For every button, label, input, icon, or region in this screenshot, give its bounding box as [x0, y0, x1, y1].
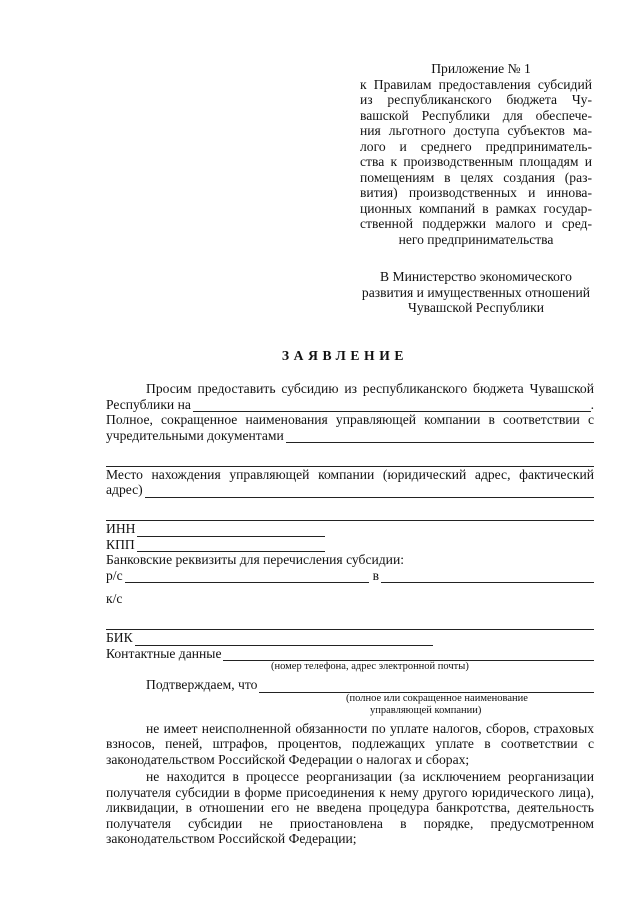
confirm-caption-1: (полное или сокращенное наименование	[346, 692, 528, 704]
appendix-line: из республиканского бюджета Чу-	[360, 92, 592, 107]
company-name-label: Полное, сокращенное наименования управляющей компании в соответствии с	[106, 412, 594, 427]
appendix-line: него предпринимательства	[398, 231, 554, 247]
contacts-field[interactable]	[223, 648, 594, 661]
bik-row	[106, 630, 594, 646]
location-field-2[interactable]	[106, 508, 594, 521]
bank-name-field[interactable]	[381, 570, 594, 583]
location-label: Место нахождения управляющей компании (юридический адрес, фактический	[106, 466, 594, 482]
company-name-extra-row	[106, 451, 594, 467]
appendix-line: ния льготного доступа субъектов ма-	[360, 123, 592, 138]
bank-details-row	[106, 552, 594, 568]
addressee-line: В Министерство экономического	[380, 269, 572, 284]
company-name-line	[106, 412, 594, 428]
addressee-block	[352, 269, 600, 316]
contacts-label: Контактные данные	[106, 645, 222, 661]
company-name-field-2[interactable]	[106, 454, 594, 467]
account-field[interactable]	[125, 570, 369, 583]
corr-account-extra-row	[106, 615, 594, 631]
appendix-line: помещениям в целях создания (раз-	[360, 169, 592, 185]
location-label-cont: адрес)	[106, 482, 143, 497]
corr-account-row	[106, 591, 594, 607]
location-field[interactable]	[145, 485, 594, 498]
inn-row	[106, 521, 594, 537]
account-row	[106, 568, 594, 584]
kpp-label: КПП	[106, 536, 135, 552]
appendix-line: ства к производственным площадям и	[360, 154, 592, 169]
confirm-row	[106, 677, 594, 693]
inn-field[interactable]	[137, 524, 325, 537]
company-name-field[interactable]	[286, 430, 594, 443]
appendix-line: вития) производственных и иннова-	[360, 185, 592, 200]
corr-account-label: к/с	[106, 591, 123, 606]
bik-label: БИК	[106, 630, 133, 645]
location-extra-row	[106, 506, 594, 522]
bank-in-label: в	[372, 567, 380, 583]
bank-details-label: Банковские реквизиты для перечисления субсидии:	[106, 552, 405, 567]
paragraph-no-tax-debt: не имеет неисполненной обязанности по уплате налогов, сборов, страховых взносов, пеней, штрафов, процентов, подлежащих уплате в соответствии с законодательством Российской Федерации о налогах и сборах;	[106, 720, 594, 767]
paragraph-no-reorganization: не находится в процессе реорганизации (за исключением реорганизации получателя субсидии в форме присоединения к нему другого юридического лица), ликвидации, в отношении его не введена процедура банкротства, деятельность получателя субсидии не приостановлена в порядке, предусмотренном законодательством Российской Федерации;	[106, 769, 594, 846]
bik-field[interactable]	[135, 633, 433, 646]
confirm-label: Подтверждаем, что	[146, 677, 258, 692]
request-purpose-label: Республики на	[106, 396, 191, 412]
contacts-caption: (номер телефона, адрес электронной почты)	[271, 661, 469, 672]
account-label: р/с	[106, 567, 123, 583]
corr-account-field[interactable]	[106, 617, 594, 630]
confirm-caption-2: управляющей компании)	[370, 704, 482, 716]
request-purpose-row	[106, 397, 594, 413]
appendix-line: к Правилам предоставления субсидий	[360, 76, 592, 92]
company-name-label-cont: учредительными документами	[106, 427, 284, 443]
appendix-line: лого и среднего предприниматель-	[360, 138, 592, 154]
application-form	[106, 381, 594, 847]
appendix-title: Приложение № 1	[431, 61, 531, 76]
kpp-field[interactable]	[137, 539, 325, 552]
request-end-dot: .	[590, 396, 594, 412]
appendix-line: вашской Республики для обеспече-	[360, 107, 592, 123]
document-title: ЗАЯВЛЕНИЕ	[281, 348, 409, 363]
inn-label: ИНН	[106, 521, 136, 536]
appendix-line: ционных компаний в рамках государ-	[360, 200, 592, 216]
contacts-row	[106, 646, 594, 662]
request-text: Просим предоставить субсидию из республиканского бюджета Чувашской	[146, 381, 594, 396]
request-line	[106, 381, 594, 397]
addressee-line: Чувашской Республики	[408, 300, 544, 315]
location-line	[106, 467, 594, 483]
appendix-block	[360, 61, 592, 247]
kpp-row	[106, 537, 594, 553]
subsidy-purpose-field[interactable]	[193, 399, 591, 412]
company-name-row	[106, 428, 594, 444]
addressee-line: развития и имущественных отношений	[361, 284, 591, 300]
confirm-company-field[interactable]	[259, 680, 594, 693]
location-row	[106, 482, 594, 498]
appendix-line: ственной поддержки малого и сред-	[360, 216, 592, 231]
